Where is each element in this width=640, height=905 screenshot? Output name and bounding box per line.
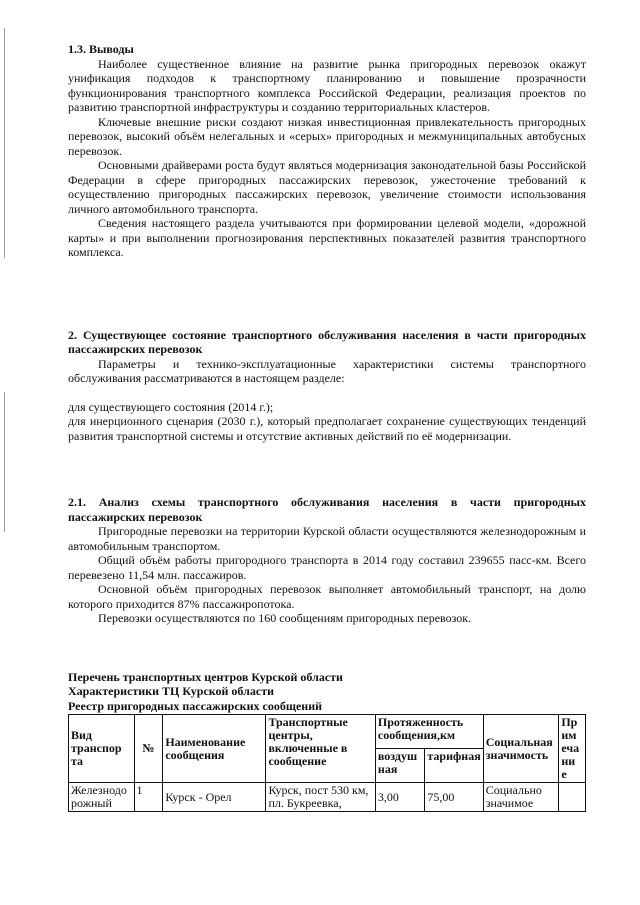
section-1-3-paragraph: Основными драйверами роста будут являться модернизация законодательной базы Российской Федерации в сфере пригородных пассажирских перевозок, ужесточение требований к осуществлению пригородных пассажирских перевозок, увеличение стоимости использования личного автомобильного транспорта. [68, 158, 586, 216]
section-2-heading: 2. Существующее состояние транспортного обслуживания населения в части пригородных пассажирских перевозок [68, 327, 586, 356]
header-route-name: Наименование сообщения [163, 715, 266, 783]
table-row [69, 783, 586, 812]
section-1-3-heading: 1.3. Выводы [68, 42, 134, 56]
section-1-3-paragraph: Ключевые внешние риски создают низкая инвестиционная привлекательность пригородных перевозок, высокий объём нелегальных и «серых» пригородных и межмуниципальных автобусных перевозок. [68, 114, 586, 158]
list-title: Реестр пригородных пассажирских сообщений [68, 698, 323, 713]
cell-transport-centers: Курск, пост 530 км, пл. Букреевка, [266, 783, 375, 812]
section-2-1-paragraph: Основной объём пригородных перевозок выполняет автомобильный транспорт, на долю которого приходится 87% пассажиропотока. [68, 582, 586, 611]
section-2-1-heading: 2.1. Анализ схемы транспортного обслуживания населения в части пригородных пассажирских перевозок [68, 495, 586, 524]
section-1-3-paragraph: Наиболее существенное влияние на развитие рынка пригородных перевозок окажут унификация подходов к транспортному планированию и повышение прозрачности функционирования транспортного комплекса Российской Федерации, реализация проектов по развитию транспортной инфраструктуры и созданию территориальных кластеров. [68, 56, 586, 114]
scan-edge-line [4, 392, 5, 532]
section-2-1-paragraph: Перевозки осуществляются по 160 сообщениям пригородных перевозок. [98, 611, 472, 625]
header-length: Протяженность сообщения,км [375, 715, 483, 749]
section-2-1-paragraph: Общий объём работы пригородного транспорта в 2014 году составил 239655 пасс-км. Всего перевезено 11,54 млн. пассажиров. [68, 553, 586, 582]
header-social-significance: Социальная значимость [483, 715, 559, 783]
cell-route-name: Курск - Орел [163, 783, 266, 812]
header-transport-centers: Транспортные центры, включенные в сообщение [266, 715, 375, 783]
section-2-1-paragraph: Пригородные перевозки на территории Курской области осуществляются железнодорожным и автомобильным транспортом. [68, 524, 586, 553]
cell-social-significance: Социально значимое [483, 783, 559, 812]
header-number: № [134, 715, 163, 783]
section-2-list-item: для существующего состояния (2014 г.); [68, 399, 274, 414]
spacer [68, 260, 586, 328]
scan-edge-line [4, 28, 5, 258]
routes-table [68, 714, 586, 812]
cell-transport-type: Железнодо рожный [69, 783, 135, 812]
spacer [68, 443, 586, 495]
cell-tariff-distance: 75,00 [425, 783, 483, 812]
spacer [68, 626, 586, 670]
cell-air-distance: 3,00 [375, 783, 424, 812]
header-air-distance: воздуш ная [375, 749, 424, 783]
section-1-3-paragraph: Сведения настоящего раздела учитываются при формировании целевой модели, «дорожной карты» и при выполнении прогнозирования перспективных показателей развития транспортного комплекса. [68, 216, 586, 259]
list-title: Характеристики ТЦ Курской области [68, 684, 275, 698]
section-2-list-item: для инерционного сценария (2030 г.), который предполагает сохранение существующих тенденций развития транспортной системы и отсутствие активных действий по её модернизации. [68, 414, 586, 443]
header-transport-type: Вид транспор та [69, 715, 135, 783]
document-page [68, 42, 586, 812]
header-tariff-distance: тарифная [425, 749, 483, 783]
cell-note [559, 783, 586, 812]
list-title: Перечень транспортных центров Курской области [68, 669, 343, 684]
section-2-intro: Параметры и технико-эксплуатационные характеристики системы транспортного обслуживания рассматриваются в настоящем разделе: [68, 356, 586, 385]
header-note: Пр им еча ни е [559, 715, 586, 783]
cell-number: 1 [134, 783, 163, 812]
spacer [68, 386, 586, 400]
